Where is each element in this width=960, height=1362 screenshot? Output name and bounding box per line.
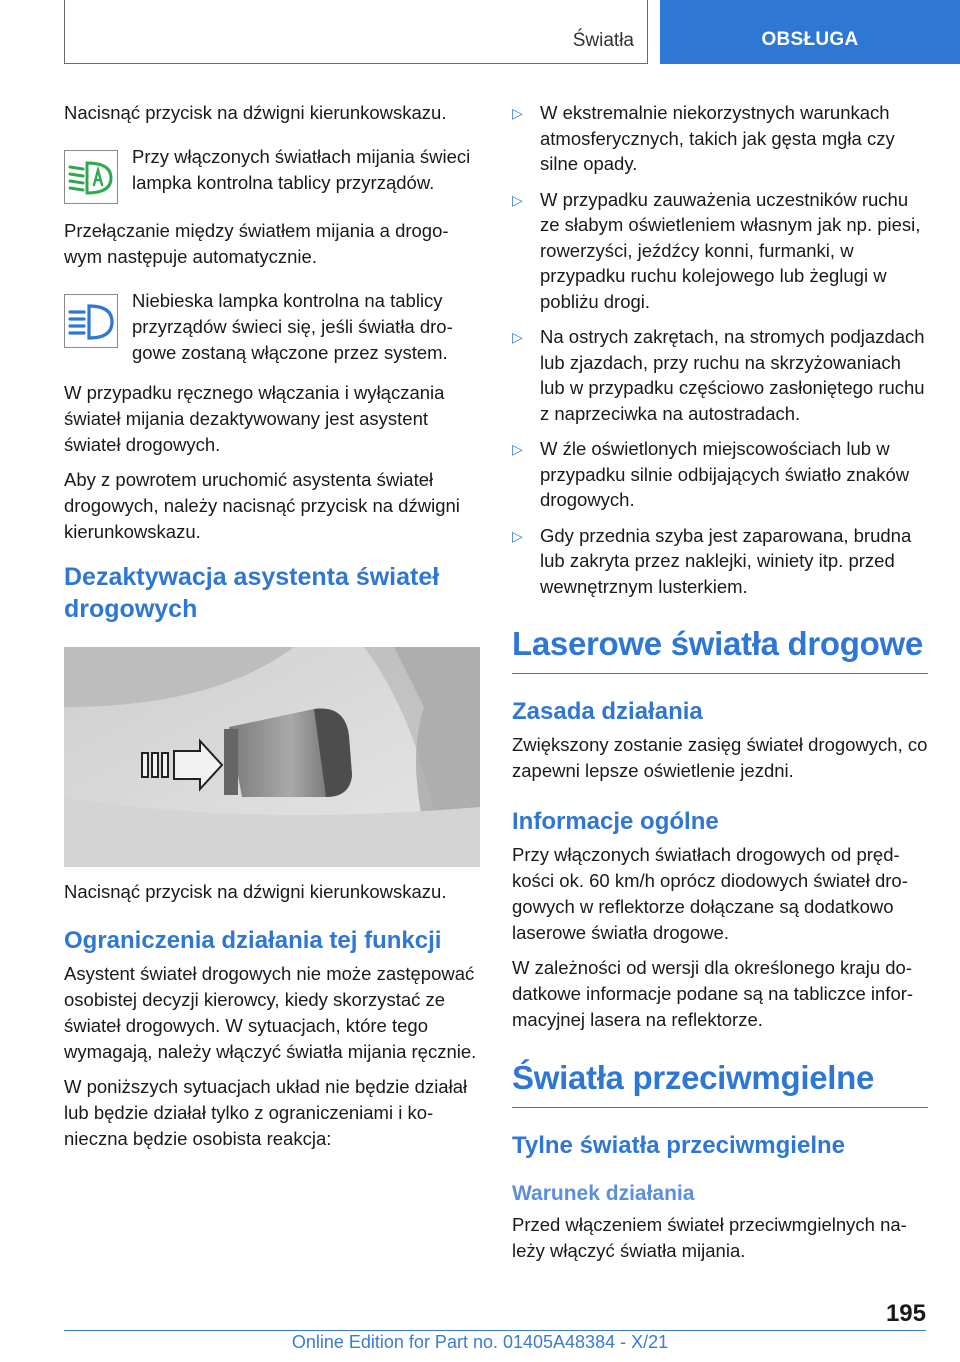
paragraph: W zależności od wersji dla określonego kraju dodatkowe informacje podane są na tabliczce informacyjnej lasera na reflektorze. [512,957,914,1030]
bullet-triangle-icon: ▷ [512,329,523,345]
paragraph: Przełączanie między światłem mijania a drogowym następuje automatycznie. [64,220,449,267]
section-heading-fog: Światła przeciwmgielne [512,1059,928,1108]
lamp-note-high-beam [64,288,480,366]
list-item: ▷ Na ostrych zakrętach, na stromych podjazdach lub zjazdach, przy ruchu na skrzyżowaniach lub w przypadku częściowo zasłoniętego ruchu z naprzeciwka na autostradach. [512,326,925,424]
footer-divider [64,1330,926,1331]
heading-condition: Warunek działania [512,1182,695,1205]
left-column [64,100,480,1161]
right-column [512,100,928,1273]
paragraph: Nacisnąć przycisk na dźwigni kierunkowskazu. [64,102,447,123]
lamp-note-low-beam [64,144,480,204]
page-number: 195 [885,1300,926,1327]
section-heading-laser: Laserowe światła drogowe [512,625,928,674]
paragraph: W przypadku ręcznego włączania i wyłączania świateł mijania dezaktywowany jest asystent świateł drogowych. [64,382,445,455]
bullet-triangle-icon: ▷ [512,191,523,208]
heading-general-info: Informacje ogólne [512,808,719,835]
paragraph: W poniższych sytuacjach układ nie będzie działał lub będzie działał tylko z ograniczeniami i konieczna będzie osobista reakcja: [64,1076,468,1149]
figure-caption: Nacisnąć przycisk na dźwigni kierunkowskazu. [64,881,447,902]
footer-edition-link[interactable]: Online Edition for Part no. 01405A48384 - X/21 [291,1332,669,1352]
heading-rear-fog: Tylne światła przeciwmgielne [512,1132,845,1159]
low-beam-indicator-icon [64,150,118,204]
header-section-title: Światła [572,30,634,51]
heading-deactivation: Dezaktywacja asystenta świateł drogowych [64,563,440,623]
paragraph: Przy włączonych światłach drogowych od prędkości ok. 60 km/h oprócz diodowych świateł drogowych w reflektorze dołączane są dodatkowo laserowe światła drogowe. [512,844,908,943]
paragraph: Asystent świateł drogowych nie może zastępować osobistej decyzji kierowcy, kiedy skorzystać ze świateł drogowych. W sytuacjach, które tego wymagają, należy włączyć światła mijania ręcznie. [64,963,477,1062]
heading-limits: Ograniczenia działania tej funkcji [64,927,442,954]
header-chapter-tab[interactable]: OBSŁUGA [660,0,960,64]
turn-signal-lever-photo [64,647,480,867]
paragraph: Zwiększony zostanie zasięg świateł drogowych, co zapewni lepsze oświetlenie jezdni. [512,734,928,781]
list-item: ▷ W źle oświetlonych miejscowościach lub w przypadku silnie odbijających światło znaków drogowych. [512,438,910,510]
limitations-list [512,100,928,599]
paragraph: Przed włączeniem świateł przeciwmgielnych należy włączyć światła mijania. [512,1214,907,1261]
bullet-triangle-icon: ▷ [512,527,523,544]
list-item: ▷ W ekstremalnie niekorzystnych warunkach atmosferycznych, takich jak gęsta mgła czy silne opady. [512,102,895,174]
list-item: ▷ W przypadku zauważenia uczestników ruchu ze słabym oświetleniem własnym jak np. piesi, rowerzyści, jeźdźcy konni, furmanki, w przypadku ruchu kolejowego lub żeglugi w pobliżu drogi. [512,188,921,312]
bullet-triangle-icon: ▷ [512,105,523,121]
lamp-note-text: Niebieska lampka kontrolna na tablicy przyrządów świeci się, jeśli światła drogowe zostaną włączone przez system. [132,290,453,363]
bullet-triangle-icon: ▷ [512,441,523,457]
paragraph: Aby z powrotem uruchomić asystenta świateł drogowych, należy nacisnąć przycisk na dźwigni kierunkowskazu. [64,469,460,542]
list-item: ▷ Gdy przednia szyba jest zaparowana, brudna lub zakryta przez naklejki, winiety itp. przed wewnętrznym lusterkiem. [512,524,912,597]
high-beam-indicator-icon [64,294,118,348]
lamp-note-text: Przy włączonych światłach mijania świeci lampka kontrolna tablicy przyrządów. [132,146,471,193]
heading-principle: Zasada działania [512,698,703,725]
